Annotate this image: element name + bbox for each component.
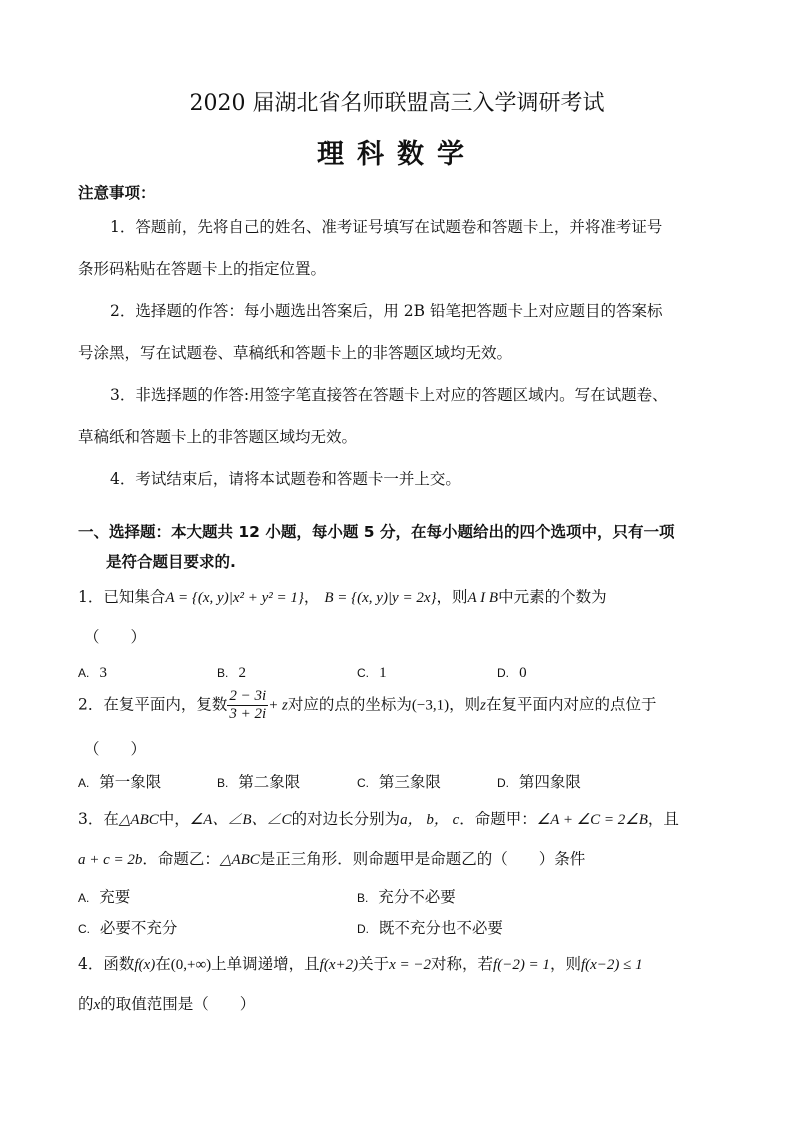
q2-option-c-label: C. xyxy=(357,776,369,790)
q1-option-c-text: 1 xyxy=(379,665,387,681)
q2-answer-blank: （ ） xyxy=(84,740,147,758)
q4-text-mid2: 上单调递增，且 xyxy=(211,955,320,973)
q1-option-a xyxy=(78,662,107,682)
q2-text-mid: 对应的点的坐标为 xyxy=(287,695,412,714)
q3-angles: ∠A、∠B、∠C xyxy=(189,812,292,828)
q1-option-c xyxy=(357,662,387,682)
q1-text-pre: 已知集合 xyxy=(103,588,166,606)
q4-line2-tail: 的取值范围是（ ） xyxy=(100,995,256,1013)
q2-text-tail: 在复平面内对应的点位于 xyxy=(485,695,657,714)
q1-option-b-text: 2 xyxy=(238,665,247,681)
q1-set-a: A = {(x, y)|x² + y² = 1} xyxy=(165,590,304,606)
notice-item-2-line2: 号涂黑，写在试题卷、草稿纸和答题卡上的非答题区域均无效。 xyxy=(78,344,513,362)
q3-option-c-label: C. xyxy=(78,922,90,936)
q4-text-pre: 函数 xyxy=(103,955,135,973)
q2-fraction xyxy=(227,688,268,723)
q2-text-mid2: ，则 xyxy=(449,695,481,714)
subject-title: 理科数学 xyxy=(317,139,477,170)
notice-item-3-line2: 草稿纸和答题卡上的非答题区域均无效。 xyxy=(78,428,358,446)
q2-plus-z: + z xyxy=(268,697,288,714)
q2-option-c-text: 第三象限 xyxy=(378,773,441,791)
q1-number: 1． xyxy=(78,588,104,606)
q3-option-d-text: 既不充分也不必要 xyxy=(378,919,503,937)
section-heading-line2: 是符合题目要求的. xyxy=(106,553,236,571)
q3-option-c-text: 必要不充分 xyxy=(99,919,178,937)
q3-text-mid2: 的对边长分别为 xyxy=(291,810,401,828)
q2-fraction-numerator: 2 − 3i xyxy=(229,688,267,704)
q2-text-pre: 在复平面内，复数 xyxy=(103,695,228,714)
q3-triangle: △ABC xyxy=(118,812,159,828)
q3-option-a xyxy=(78,885,130,907)
notice-item-4-line1: 4．考试结束后，请将本试题卷和答题卡一并上交。 xyxy=(110,470,461,488)
q4-text-mid4: 对称，若 xyxy=(431,955,494,973)
q1-text-tail: 中元素的个数为 xyxy=(498,588,607,606)
q4-fx: f(x) xyxy=(134,957,156,973)
question-2 xyxy=(78,688,657,723)
q3-option-a-label: A. xyxy=(78,891,90,905)
q4-line2-pre: 的 xyxy=(78,995,94,1013)
q3-number: 3． xyxy=(78,810,104,828)
q2-option-a-label: A. xyxy=(78,776,90,790)
q1-set-b: B = {(x, y)|y = 2x} xyxy=(324,590,437,606)
exam-title: 2020 届湖北省名师联盟高三入学调研考试 xyxy=(189,91,605,116)
q3-option-c xyxy=(78,916,177,938)
q3-option-b xyxy=(357,885,456,907)
q4-interval: (0,+∞) xyxy=(170,957,212,973)
q1-option-c-label: C. xyxy=(357,666,369,680)
q1-option-a-text: 3 xyxy=(99,665,108,681)
q2-var: z xyxy=(480,697,486,714)
q3-triangle-2: △ABC xyxy=(219,852,260,868)
q3-option-d-label: D. xyxy=(357,922,369,936)
q2-option-d-text: 第四象限 xyxy=(518,773,581,791)
q3-text-mid3: ．命题甲： xyxy=(459,810,537,828)
q2-option-b xyxy=(217,770,300,792)
q3-option-a-text: 充要 xyxy=(99,888,131,906)
q1-expr: A I B xyxy=(467,590,499,606)
notice-item-2-line1: 2．选择题的作答：每小题选出答案后，用 2B 铅笔把答题卡上对应题目的答案标 xyxy=(110,302,663,320)
q4-var: x xyxy=(93,997,101,1013)
question-1 xyxy=(78,585,607,607)
notice-heading: 注意事项： xyxy=(78,184,156,202)
question-3-line2 xyxy=(78,847,585,869)
q3-option-b-text: 充分不必要 xyxy=(378,888,456,906)
question-3-line1 xyxy=(78,807,679,829)
q3-option-b-label: B. xyxy=(357,891,369,905)
q4-axis: x = −2 xyxy=(389,957,432,973)
q4-text-mid: 在 xyxy=(155,955,171,973)
q2-option-a-text: 第一象限 xyxy=(99,773,162,791)
q1-option-b xyxy=(217,662,246,682)
q4-inequality: f(x−2) ≤ 1 xyxy=(580,957,643,973)
q2-number: 2． xyxy=(78,695,104,714)
q1-option-b-label: B. xyxy=(217,666,229,680)
q2-option-d xyxy=(497,770,581,792)
section-heading-line1: 一、选择题：本大题共 12 小题，每小题 5 分，在每小题给出的四个选项中，只有一项 xyxy=(78,523,675,541)
q1-option-d-text: 0 xyxy=(519,665,527,681)
q1-option-d xyxy=(497,662,527,682)
q3-sides: a， b， c xyxy=(400,812,460,828)
q4-condition: f(−2) = 1 xyxy=(493,957,550,973)
q4-number: 4． xyxy=(78,955,104,973)
q4-fx-shift: f(x+2) xyxy=(319,957,359,973)
q2-fraction-denominator: 3 + 2i xyxy=(229,706,267,722)
q3-text-mid4: ，且 xyxy=(647,810,679,828)
q2-coordinate: (−3,1) xyxy=(411,697,450,714)
q1-option-d-label: D. xyxy=(497,666,509,680)
q3-text-mid: 中， xyxy=(158,810,190,828)
q3-text-pre: 在 xyxy=(103,810,119,828)
question-4-line1 xyxy=(78,952,643,974)
q3-condition-angles: ∠A + ∠C = 2∠B xyxy=(536,812,648,828)
q2-option-d-label: D. xyxy=(497,776,509,790)
q4-text-mid3: 关于 xyxy=(358,955,390,973)
q4-text-mid5: ，则 xyxy=(549,955,581,973)
q1-answer-blank: （ ） xyxy=(84,628,147,646)
notice-item-3-line1: 3．非选择题的作答:用签字笔直接答在答题卡上对应的答题区域内。写在试题卷、 xyxy=(110,386,668,404)
q1-option-a-label: A. xyxy=(78,666,90,680)
question-4-line2 xyxy=(78,992,255,1014)
notice-item-1-line2: 条形码粘贴在答题卡上的指定位置。 xyxy=(78,260,327,278)
q3-text-tail: 是正三角形．则命题甲是命题乙的（ ）条件 xyxy=(259,850,586,868)
notice-item-1-line1: 1．答题前，先将自己的姓名、准考证号填写在试题卷和答题卡上，并将准考证号 xyxy=(110,218,663,236)
q2-option-b-label: B. xyxy=(217,776,229,790)
q2-option-c xyxy=(357,770,441,792)
q3-option-d xyxy=(357,916,503,938)
q1-text-post: ，则 xyxy=(436,588,468,606)
q1-sep: ， xyxy=(303,588,320,606)
q3-text-mid5: ．命题乙： xyxy=(142,850,220,868)
q3-condition-sides: a + c = 2b xyxy=(78,852,143,868)
q2-option-b-text: 第二象限 xyxy=(238,773,301,791)
q2-option-a xyxy=(78,770,161,792)
